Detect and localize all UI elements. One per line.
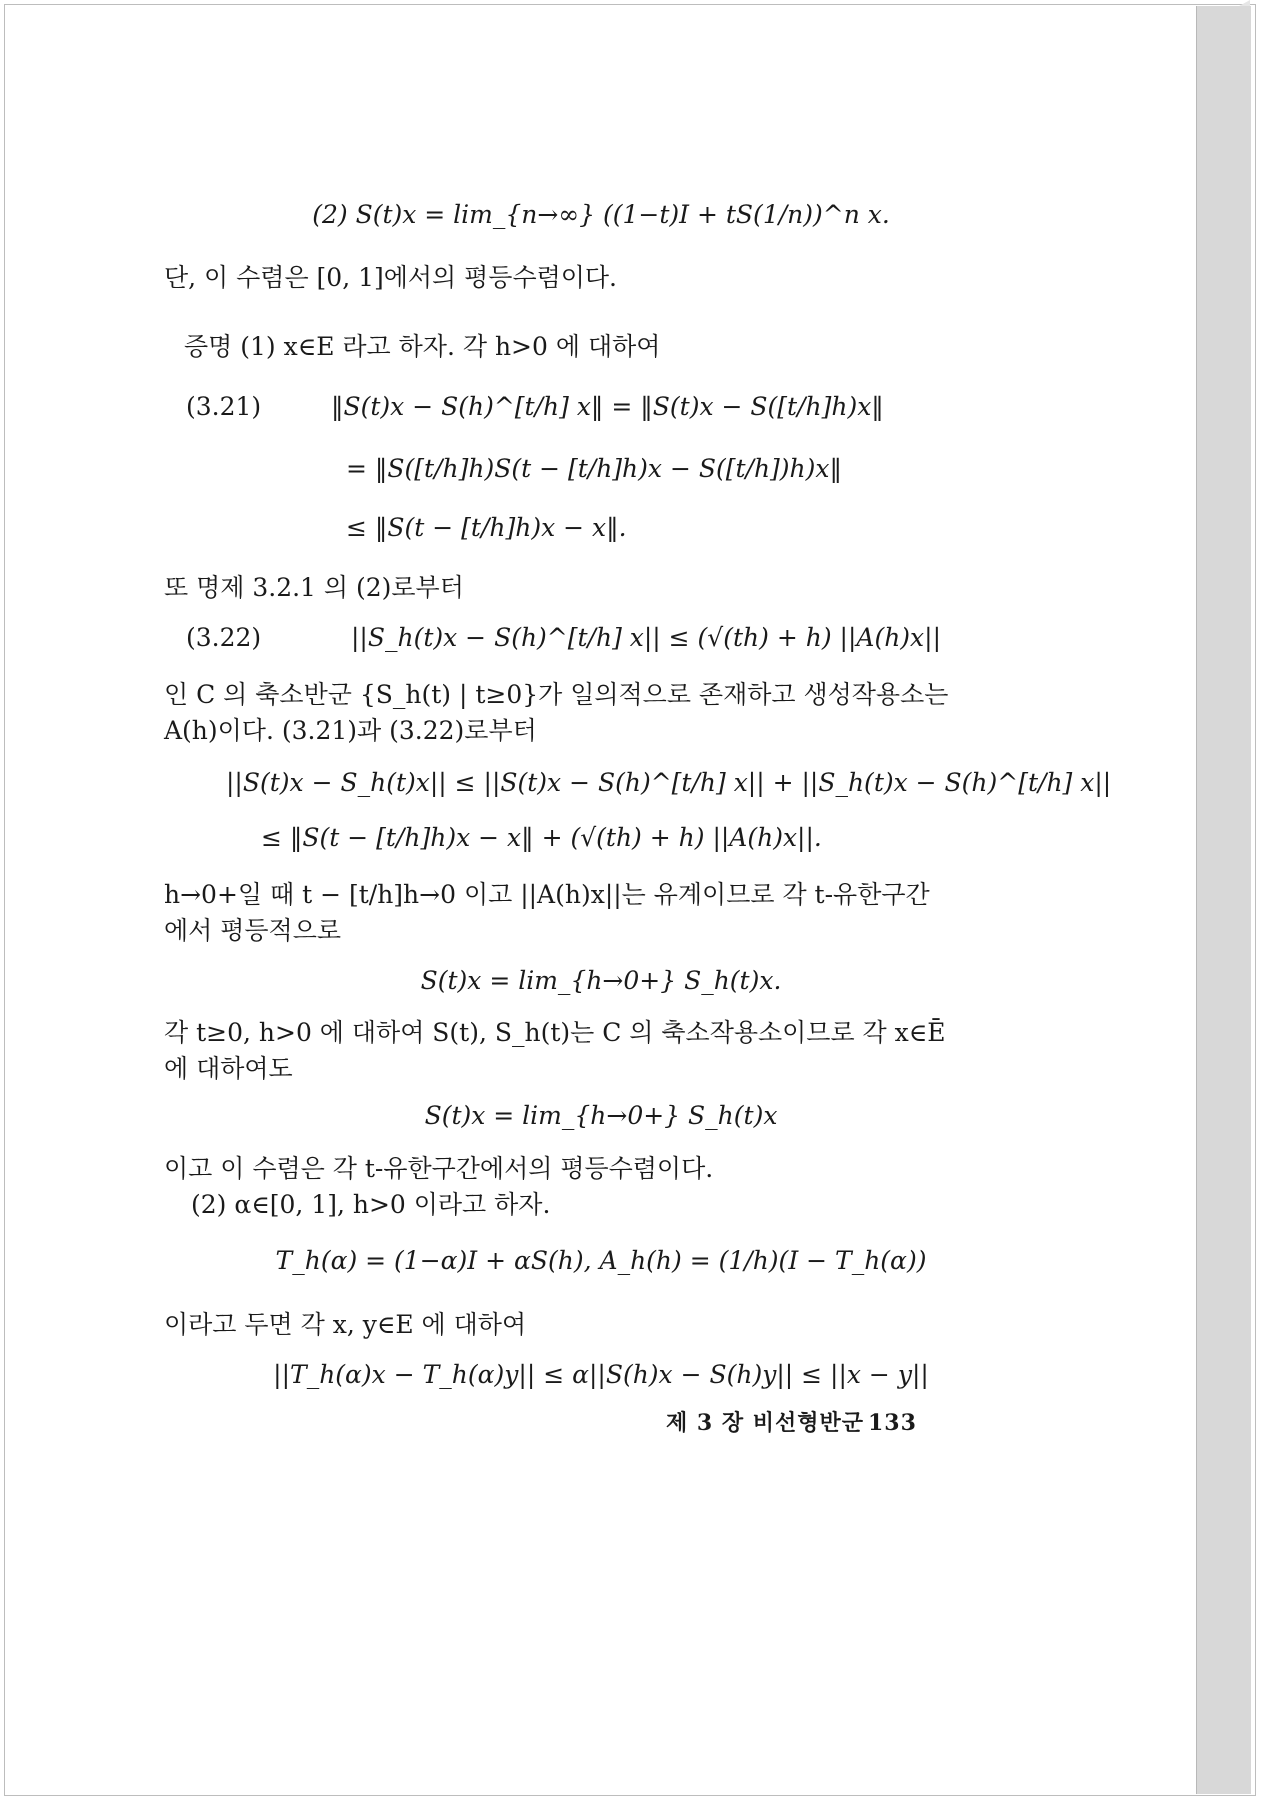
formula-limit-n: (2) S(t)x = lim_{n→∞} ((1−t)I + tS(1/n))^n x. (312, 200, 890, 229)
page-edge-shadow (1196, 6, 1251, 1794)
equation-line: ||S_h(t)x − S(h)^[t/h] x|| ≤ (√(th) + h) ||A(h)x|| (351, 623, 941, 652)
text-line: 단, 이 수렴은 [0, 1]에서의 평등수렴이다. (164, 263, 617, 292)
text-line: 이고 이 수렴은 각 t-유한구간에서의 평등수렴이다. (164, 1154, 714, 1183)
equation-line: ||S(t)x − S_h(t)x|| ≤ ||S(t)x − S(h)^[t/h] x|| + ||S_h(t)x − S(h)^[t/h] x|| (226, 768, 1112, 797)
equation-number: (3.22) (186, 623, 262, 652)
text-line: h→0+일 때 t − [t/h]h→0 이고 ||A(h)x||는 유계이므로 각 t-유한구간 (164, 880, 930, 909)
footer-chapter: 제 3 장 비선형반군 (666, 1410, 865, 1436)
text-line: (2) α∈[0, 1], h>0 이라고 하자. (191, 1190, 551, 1219)
book-page (6, 6, 1196, 1794)
text-line: 또 명제 3.2.1 의 (2)로부터 (164, 573, 464, 602)
proof-heading-line: 증명 (1) x∈E 라고 하자. 각 h>0 에 대하여 (184, 332, 661, 361)
equation-line: ≤ ‖S(t − [t/h]h)x − x‖ + (√(th) + h) ||A(h)x||. (261, 823, 822, 852)
equation-line: = ‖S([t/h]h)S(t − [t/h]h)x − S([t/h])h)x‖ (346, 454, 843, 483)
text-line: 인 C 의 축소반군 {S_h(t) | t≥0}가 일의적으로 존재하고 생성작용소는 (164, 680, 949, 709)
formula-limit-h: S(t)x = lim_{h→0+} S_h(t)x. (420, 966, 782, 995)
formula-inequality: ||T_h(α)x − T_h(α)y|| ≤ α||S(h)x − S(h)y|| ≤ ||x − y|| (273, 1360, 929, 1389)
text-line: 에 대하여도 (164, 1054, 293, 1083)
equation-line: ≤ ‖S(t − [t/h]h)x − x‖. (346, 513, 627, 542)
text-line: 각 t≥0, h>0 에 대하여 S(t), S_h(t)는 C 의 축소작용소이므로 각 x∈Ē (164, 1018, 946, 1047)
text-line: 이라고 두면 각 x, y∈E 에 대하여 (164, 1310, 527, 1339)
formula-limit-h: S(t)x = lim_{h→0+} S_h(t)x (424, 1101, 778, 1130)
equation-line: ‖S(t)x − S(h)^[t/h] x‖ = ‖S(t)x − S([t/h]h)x‖ (331, 392, 884, 421)
equation-number: (3.21) (186, 392, 262, 421)
text-line: A(h)이다. (3.21)과 (3.22)로부터 (164, 716, 537, 745)
formula-definitions: T_h(α) = (1−α)I + αS(h), A_h(h) = (1/h)(I − T_h(α)) (275, 1246, 927, 1275)
page-number: 133 (868, 1410, 917, 1436)
text-line: 에서 평등적으로 (164, 916, 341, 945)
